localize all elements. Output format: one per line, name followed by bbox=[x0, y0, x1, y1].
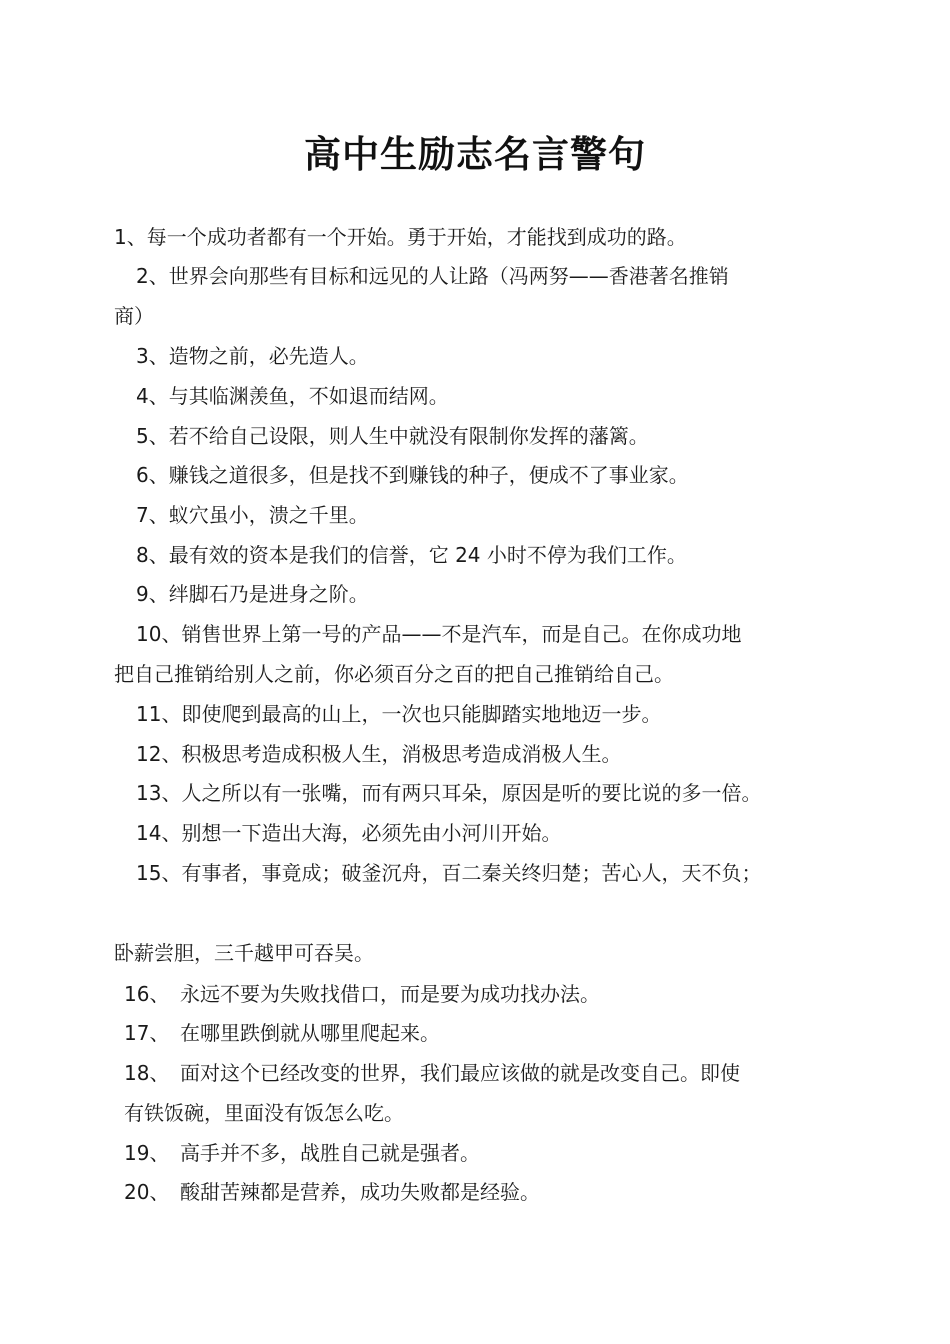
quote-line: 6、赚钱之道很多，但是找不到赚钱的种子，便成不了事业家。 bbox=[136, 463, 689, 487]
page-title: 高中生励志名言警句 bbox=[304, 132, 646, 176]
quote-text: 面对这个已经改变的世界，我们最应该做的就是改变自己。即使 bbox=[180, 1061, 740, 1085]
quote-text: 在哪里跌倒就从哪里爬起来。 bbox=[180, 1021, 440, 1045]
quote-line-numbered bbox=[124, 1059, 740, 1087]
quote-number: 16、 bbox=[124, 982, 170, 1006]
quote-line: 11、即使爬到最高的山上，一次也只能脚踏实地地迈一步。 bbox=[136, 702, 662, 726]
quote-line: 10、销售世界上第一号的产品——不是汽车，而是自己。在你成功地 bbox=[136, 622, 742, 646]
quote-text: 酸甜苦辣都是营养，成功失败都是经验。 bbox=[180, 1180, 540, 1204]
quote-line: 8、最有效的资本是我们的信誉，它 24 小时不停为我们工作。 bbox=[136, 543, 687, 567]
quote-line: 2、世界会向那些有目标和远见的人让路（冯两努——香港著名推销 bbox=[136, 264, 729, 288]
quote-number: 20、 bbox=[124, 1180, 170, 1204]
quote-number: 17、 bbox=[124, 1021, 170, 1045]
quote-number: 19、 bbox=[124, 1141, 170, 1165]
quote-text: 永远不要为失败找借口，而是要为成功找办法。 bbox=[180, 982, 600, 1006]
quote-line: 卧薪尝胆，三千越甲可吞吴。 bbox=[114, 941, 374, 965]
quote-line: 15、有事者，事竟成；破釜沉舟，百二秦关终归楚；苦心人，天不负； bbox=[136, 861, 762, 885]
quote-line: 13、人之所以有一张嘴，而有两只耳朵，原因是听的要比说的多一倍。 bbox=[136, 781, 762, 805]
quote-line: 商） bbox=[114, 304, 154, 328]
quote-line: 12、积极思考造成积极人生，消极思考造成消极人生。 bbox=[136, 742, 622, 766]
quote-line-numbered bbox=[124, 1139, 480, 1167]
quote-line-numbered bbox=[124, 980, 600, 1008]
quote-text: 高手并不多，战胜自己就是强者。 bbox=[180, 1141, 480, 1165]
quote-text: 有铁饭碗，里面没有饭怎么吃。 bbox=[124, 1101, 404, 1125]
quote-line-numbered bbox=[124, 1099, 404, 1127]
quote-line: 14、别想一下造出大海，必须先由小河川开始。 bbox=[136, 821, 562, 845]
quote-line-numbered bbox=[124, 1019, 440, 1047]
quote-line-numbered bbox=[124, 1178, 540, 1206]
quote-line: 把自己推销给别人之前，你必须百分之百的把自己推销给自己。 bbox=[114, 662, 674, 686]
quote-line: 9、绊脚石乃是进身之阶。 bbox=[136, 582, 369, 606]
quote-line: 5、若不给自己设限，则人生中就没有限制你发挥的藩篱。 bbox=[136, 424, 649, 448]
quote-number: 18、 bbox=[124, 1061, 170, 1085]
quote-line: 4、与其临渊羡鱼，不如退而结网。 bbox=[136, 384, 449, 408]
quote-line: 7、蚁穴虽小，溃之千里。 bbox=[136, 503, 369, 527]
quote-line: 3、造物之前，必先造人。 bbox=[136, 344, 369, 368]
quote-line: 1、每一个成功者都有一个开始。勇于开始，才能找到成功的路。 bbox=[114, 225, 687, 249]
